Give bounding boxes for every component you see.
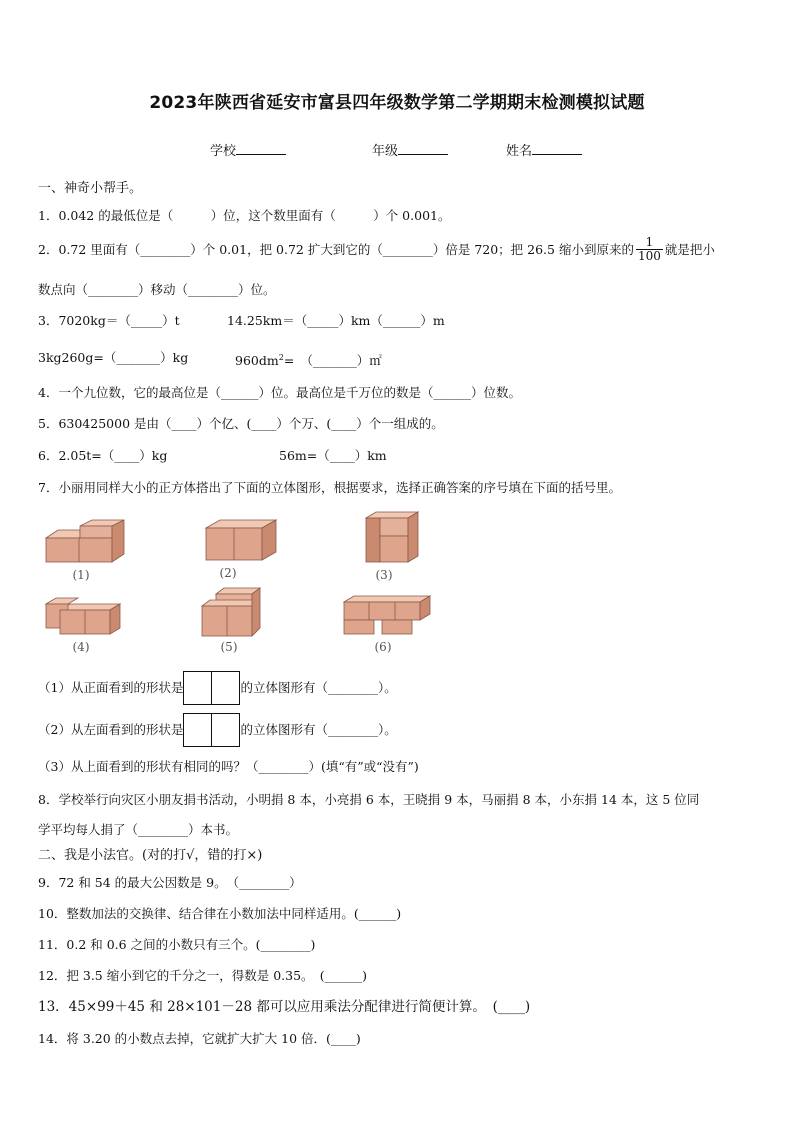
question-4: 4．一个九位数，它的最高位是（______）位。最高位是千万位的数是（______）位数。 — [38, 385, 521, 400]
grade-field[interactable] — [372, 140, 448, 159]
figure-1-label: (1) — [72, 568, 90, 582]
name-field[interactable] — [506, 140, 582, 159]
question-8-line-2: 学平均每人捐了（________）本书。 — [38, 822, 239, 837]
question-2 — [38, 236, 715, 263]
question-7-1-text: （1）从正面看到的形状是 — [38, 680, 184, 695]
question-12: 12．把 3.5 缩小到它的千分之一，得数是 0.35。 (______) — [38, 968, 368, 983]
fraction-denominator: 100 — [637, 249, 661, 263]
figure-1-cubes — [42, 518, 132, 568]
two-squares-shape — [183, 671, 240, 705]
question-6b: 56m=（____）km — [279, 448, 387, 463]
question-2-text-a: 2．0.72 里面有（________）个 0.01，把 0.72 扩大到它的（________）倍是 720；把 26.5 缩小到原来的 — [38, 241, 634, 257]
question-13: 13．45×99＋45 和 28×101－28 都可以应用乘法分配律进行简便计算。 (____) — [38, 999, 531, 1015]
question-3d-answer: = （_______）㎡ — [283, 353, 382, 369]
question-7-2-text: （2）从左面看到的形状是 — [38, 722, 184, 737]
question-1: 1．0.042 的最低位是（ ）位，这个数里面有（ ）个 0.001。 — [38, 208, 451, 223]
figure-6-cubes — [340, 590, 436, 638]
question-14: 14．将 3.20 的小数点去掉，它就扩大扩大 10 倍．(____) — [38, 1031, 361, 1046]
fraction-one-hundredth — [636, 236, 663, 263]
page-title: 2023年陕西省延安市富县四年级数学第二学期期末检测模拟试题 — [149, 93, 645, 113]
fraction-numerator: 1 — [645, 235, 654, 249]
figure-3-cubes — [360, 508, 424, 568]
question-2-text-b: 就是把小 — [664, 241, 715, 257]
question-6a: 6．2.05t=（____）kg — [38, 448, 168, 463]
question-9: 9．72 和 54 的最大公因数是 9。 （________） — [38, 875, 302, 890]
question-3c: 3kg260g=（_______）kg — [38, 350, 189, 365]
figure-4-label: (4) — [72, 640, 90, 654]
figure-5-cubes — [198, 584, 268, 640]
question-10: 10．整数加法的交换律、结合律在小数加法中同样适用。(______) — [38, 906, 402, 921]
question-7: 7．小丽用同样大小的正方体搭出了下面的立体图形，根据要求，选择正确答案的序号填在下面的括号里。 — [38, 480, 621, 495]
question-7-1-answer: 的立体图形有（________）。 — [240, 680, 397, 695]
question-7-1 — [38, 671, 397, 705]
grade-label: 年级 — [372, 144, 399, 159]
question-3d — [235, 350, 382, 369]
question-7-2 — [38, 713, 397, 747]
school-blank[interactable] — [236, 142, 286, 155]
section-2-heading: 二、我是小法官。(对的打√，错的打×) — [38, 848, 263, 863]
figure-5-label: (5) — [220, 640, 238, 654]
figure-2-cubes — [202, 514, 282, 566]
two-squares-shape — [183, 713, 240, 747]
question-3b: 14.25km＝（_____）km（______）m — [227, 313, 445, 328]
question-8-line-1: 8．学校举行向灾区小朋友捐书活动，小明捐 8 本，小亮捐 6 本，王晓捐 9 本，马丽捐 8 本，小东捐 14 本，这 5 位同 — [38, 792, 700, 807]
name-label: 姓名 — [506, 144, 533, 159]
superscript-two: 2 — [278, 353, 284, 362]
question-2-line-2: 数点向（________）移动（________）位。 — [38, 282, 276, 297]
question-7-3: （3）从上面看到的形状有相同的吗？（________）(填“有”或“没有”) — [38, 759, 419, 774]
name-blank[interactable] — [532, 142, 582, 155]
school-field[interactable] — [210, 140, 286, 159]
school-label: 学校 — [210, 144, 237, 159]
grade-blank[interactable] — [398, 142, 448, 155]
question-11: 11．0.2 和 0.6 之间的小数只有三个。(________) — [38, 937, 316, 952]
question-5: 5．630425000 是由（____）个亿、(____）个万、(____）个一组成的。 — [38, 416, 444, 431]
figure-4-cubes — [42, 594, 126, 638]
question-3d-text: 960dm — [235, 353, 279, 369]
question-7-2-answer: 的立体图形有（________）。 — [240, 722, 397, 737]
question-3a: 3．7020kg＝（_____）t — [38, 313, 180, 328]
section-1-heading: 一、神奇小帮手。 — [38, 181, 143, 196]
figure-3-label: (3) — [375, 568, 393, 582]
figure-2-label: (2) — [219, 566, 237, 580]
figure-6-label: (6) — [374, 640, 392, 654]
